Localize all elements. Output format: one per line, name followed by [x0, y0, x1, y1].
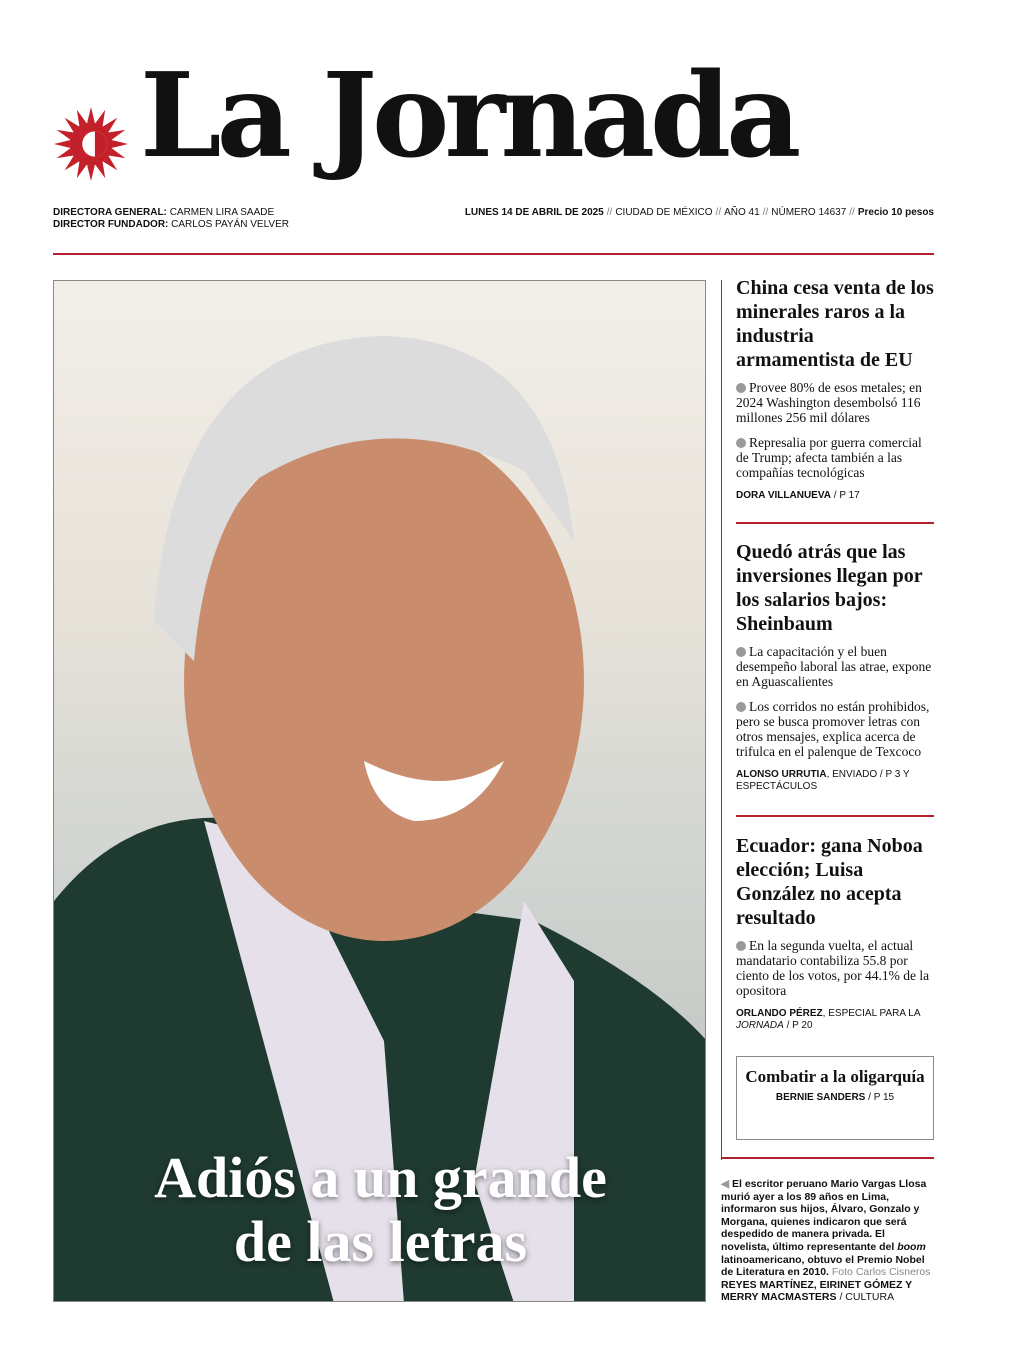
sun-ray	[77, 162, 87, 178]
sun-ray	[112, 140, 128, 148]
author: BERNIE SANDERS	[775, 1092, 866, 1103]
page-ref: , ENVIADO / P 3 Y ESPECTÁCULOS	[736, 769, 910, 792]
opinion-byline	[737, 1092, 933, 1104]
page-ref-italic: JORNADA	[736, 1020, 784, 1031]
page-ref: / P 15	[868, 1092, 895, 1103]
bullet-icon	[736, 941, 746, 951]
masthead-rule	[53, 253, 934, 255]
bullet-text: Los corridos no están prohibidos, pero se busca promover letras con otros mensajes, explica acerca de trifulca en el palenque de Texcoco	[736, 699, 930, 759]
bullet-text: Provee 80% de esos metales; en 2024 Washington desembolsó 116 millones 256 mil dólares	[736, 380, 922, 425]
separator: //	[606, 207, 613, 218]
bullet-text: La capacitación y el buen desempeño laboral las atrae, expone en Aguascalientes	[736, 644, 932, 689]
caption-text: El escritor peruano Mario Vargas Llosa murió ayer a los 89 años en Lima, informaron sus hijos, Álvaro, Gonzalo y Morgana, quienes indicaron que será despedido de manera privada. El novelista, último representante del	[721, 1178, 927, 1253]
sun-ray	[109, 149, 125, 159]
page-ref: , ESPECIAL PARA LA	[822, 1008, 920, 1019]
caption-section: / CULTURA	[839, 1291, 895, 1304]
story-divider	[736, 815, 934, 817]
headline-line-2: de las letras	[233, 1209, 528, 1274]
issue-number: NÚMERO 14637	[771, 207, 847, 218]
story-bullet	[736, 380, 936, 425]
separator: //	[715, 207, 722, 218]
caption-divider	[721, 1157, 934, 1159]
logo-wordmark[interactable]: La Jornada	[140, 48, 797, 184]
story-divider	[736, 522, 934, 524]
page-ref: / P 20	[786, 1020, 813, 1031]
page-ref: / P 17	[833, 490, 860, 501]
story-bullet	[736, 435, 936, 480]
story-bullet	[736, 644, 936, 689]
bullet-text: En la segunda vuelta, el actual mandatario contabiliza 55.8 por ciento de los votos, por 44.1% de la opositora	[736, 938, 930, 998]
lead-photo[interactable]	[53, 280, 706, 1302]
sun-ray	[57, 130, 73, 140]
photo-caption	[721, 1178, 936, 1304]
story-byline	[736, 769, 936, 793]
sun-ray	[96, 110, 106, 126]
pointer-left-icon: ◀	[721, 1178, 730, 1190]
sun-ray	[87, 165, 95, 181]
directora-label: DIRECTORA GENERAL:	[53, 207, 167, 218]
separator: //	[762, 207, 769, 218]
sun-ray	[109, 130, 125, 140]
headline-line-1: Adiós a un grande	[154, 1145, 607, 1210]
logo-sun-icon	[52, 105, 130, 183]
story-title[interactable]: Quedó atrás que las inversiones llegan por los salarios bajos: Sheinbaum	[736, 541, 923, 635]
story-sheinbaum[interactable]	[736, 540, 936, 793]
sun-ray	[54, 140, 70, 148]
story-bullet	[736, 699, 936, 759]
issue-city: CIUDAD DE MÉXICO	[615, 207, 713, 218]
opinion-title[interactable]: Combatir a la oligarquía	[745, 1067, 925, 1086]
author: ORLANDO PÉREZ	[736, 1008, 823, 1019]
caption-authors: REYES MARTÍNEZ, EIRINET GÓMEZ Y MERRY MACMASTERS	[721, 1278, 912, 1304]
fundador-name: CARLOS PAYÁN VELVER	[171, 219, 289, 230]
bullet-text: Represalia por guerra comercial de Trump; afecta también a las compañías tecnológicas	[736, 435, 922, 480]
sun-ray	[77, 110, 87, 126]
story-china[interactable]	[736, 276, 936, 502]
photo-credit: Foto Carlos Cisneros	[831, 1266, 931, 1279]
directora-name: CARMEN LIRA SAADE	[169, 207, 275, 218]
sun-ray	[87, 107, 95, 123]
issue-year: AÑO 41	[724, 207, 760, 218]
story-ecuador[interactable]	[736, 834, 936, 1032]
separator: //	[849, 207, 855, 218]
opinion-box[interactable]	[736, 1056, 934, 1140]
caption-text-2: latinoamericano, obtuvo el Premio Nobel de Literatura en 2010.	[721, 1253, 925, 1279]
sun-ray	[57, 149, 73, 159]
bullet-icon	[736, 438, 746, 448]
story-title[interactable]: Ecuador: gana Noboa elección; Luisa González no acepta resultado	[736, 835, 923, 929]
fundador-label: DIRECTOR FUNDADOR:	[53, 219, 169, 230]
issue-date: LUNES 14 DE ABRIL DE 2025	[464, 207, 604, 218]
story-byline	[736, 1008, 936, 1032]
masthead-dateline	[465, 207, 934, 218]
story-byline	[736, 490, 936, 502]
author: DORA VILLANUEVA	[736, 490, 831, 501]
sun-ray	[96, 162, 106, 178]
bullet-icon	[736, 702, 746, 712]
masthead-directors	[53, 207, 289, 231]
caption-italic: boom	[897, 1240, 926, 1253]
lead-headline[interactable]	[54, 1146, 706, 1274]
column-rule	[721, 280, 722, 1160]
story-bullet	[736, 938, 936, 998]
bullet-icon	[736, 647, 746, 657]
bullet-icon	[736, 383, 746, 393]
author: ALONSO URRUTIA	[736, 769, 827, 780]
issue-price: Precio 10 pesos	[857, 207, 934, 218]
story-title[interactable]: China cesa venta de los minerales raros a la industria armamentista de EU	[736, 277, 934, 371]
